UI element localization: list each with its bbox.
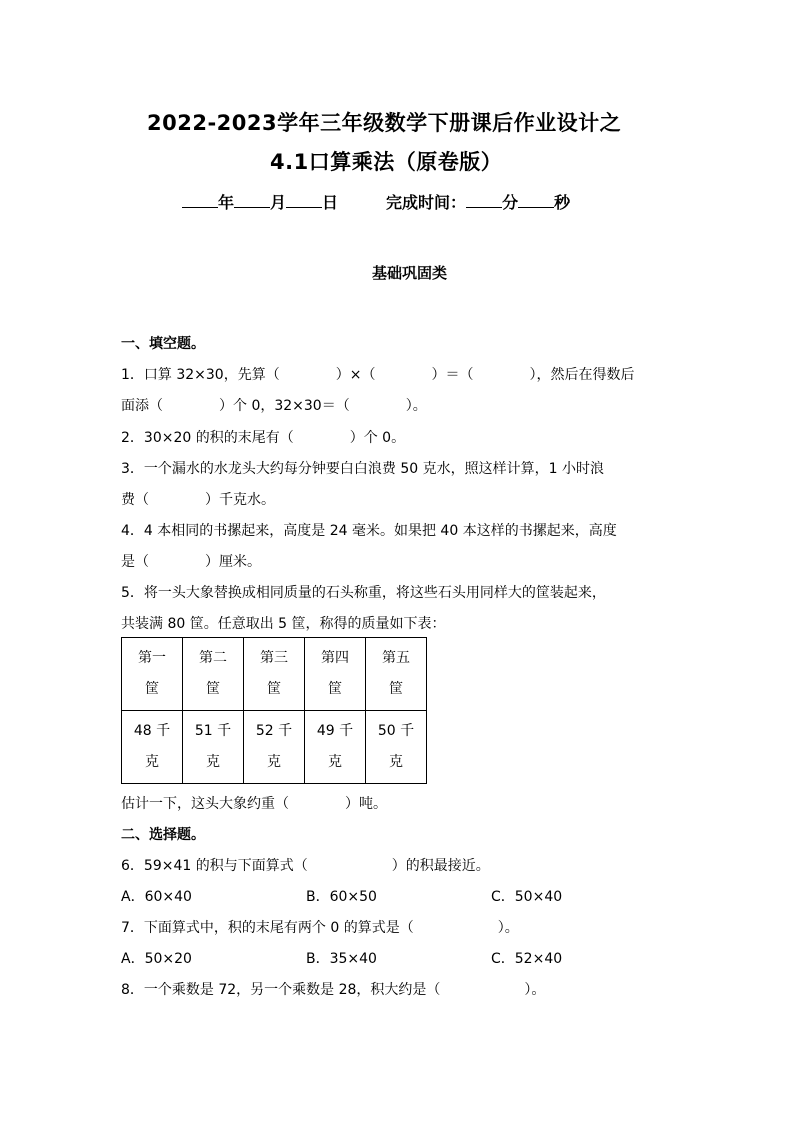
second-blank[interactable] (518, 192, 554, 208)
table-cell: 48 千 克 (122, 711, 183, 784)
q7-option-b[interactable]: B．35×40 (306, 951, 377, 967)
minute-label: 分 (502, 193, 519, 212)
q4-line-a: 4．4 本相同的书摞起来，高度是 24 毫米。如果把 40 本这样的书摞起来，高度 (121, 523, 617, 539)
q3-line-b: 费（ ）千克水。 (121, 492, 275, 508)
time-label: 完成时间： (386, 193, 467, 212)
table-header-cell: 第三 筐 (244, 638, 305, 711)
table-cell: 52 千 克 (244, 711, 305, 784)
table-cell: 51 千 克 (183, 711, 244, 784)
q5-line-b: 共装满 80 筐。任意取出 5 筐，称得的质量如下表： (121, 616, 446, 632)
q2: 2．30×20 的积的末尾有（ ）个 0。 (121, 430, 406, 446)
title-line-2: 4.1口算乘法（原卷版） (270, 150, 503, 174)
table-cell: 50 千 克 (366, 711, 427, 784)
table-header-cell: 第一 筐 (122, 638, 183, 711)
q7-option-c[interactable]: C．52×40 (491, 951, 563, 967)
q3-line-a: 3．一个漏水的水龙头大约每分钟要白白浪费 50 克水，照这样计算，1 小时浪 (121, 461, 604, 477)
q4-line-b: 是（ ）厘米。 (121, 554, 261, 570)
year-label: 年 (218, 193, 235, 212)
month-blank[interactable] (234, 192, 270, 208)
q7: 7．下面算式中，积的末尾有两个 0 的算式是（ ）。 (121, 920, 519, 936)
q1-line-a: 1．口算 32×30，先算（ ）×（ ）＝（ ），然后在得数后 (121, 367, 635, 383)
title-line-1: 2022-2023学年三年级数学下册课后作业设计之 (147, 111, 622, 135)
q6-option-c[interactable]: C．50×40 (491, 889, 563, 905)
q8: 8．一个乘数是 72，另一个乘数是 28，积大约是（ ）。 (121, 982, 546, 998)
q5-line-c: 估计一下，这头大象约重（ ）吨。 (121, 796, 387, 812)
q5-line-a: 5．将一头大象替换成相同质量的石头称重，将这些石头用同样大的筐装起来， (121, 585, 606, 601)
month-label: 月 (270, 193, 287, 212)
table-header-cell: 第五 筐 (366, 638, 427, 711)
year-blank[interactable] (182, 192, 218, 208)
q6-options (121, 886, 562, 906)
date-time-line (182, 190, 570, 213)
q7-options (121, 948, 562, 968)
table-value-row (122, 711, 427, 784)
table-header-cell: 第二 筐 (183, 638, 244, 711)
table-header-cell: 第四 筐 (305, 638, 366, 711)
weight-table (121, 637, 427, 784)
table-header-row (122, 638, 427, 711)
section-heading: 基础巩固类 (372, 264, 448, 282)
q6-option-b[interactable]: B．60×50 (306, 889, 377, 905)
part2-heading: 二、选择题。 (121, 827, 205, 843)
q7-option-a[interactable]: A．50×20 (121, 951, 192, 967)
day-label: 日 (322, 193, 339, 212)
day-blank[interactable] (286, 192, 322, 208)
part1-heading: 一、填空题。 (121, 336, 205, 352)
second-label: 秒 (554, 193, 571, 212)
minute-blank[interactable] (466, 192, 502, 208)
q6: 6．59×41 的积与下面算式（ ）的积最接近。 (121, 858, 490, 874)
q6-option-a[interactable]: A．60×40 (121, 889, 192, 905)
q1-line-b: 面添（ ）个 0，32×30＝（ ）。 (121, 398, 427, 414)
table-cell: 49 千 克 (305, 711, 366, 784)
